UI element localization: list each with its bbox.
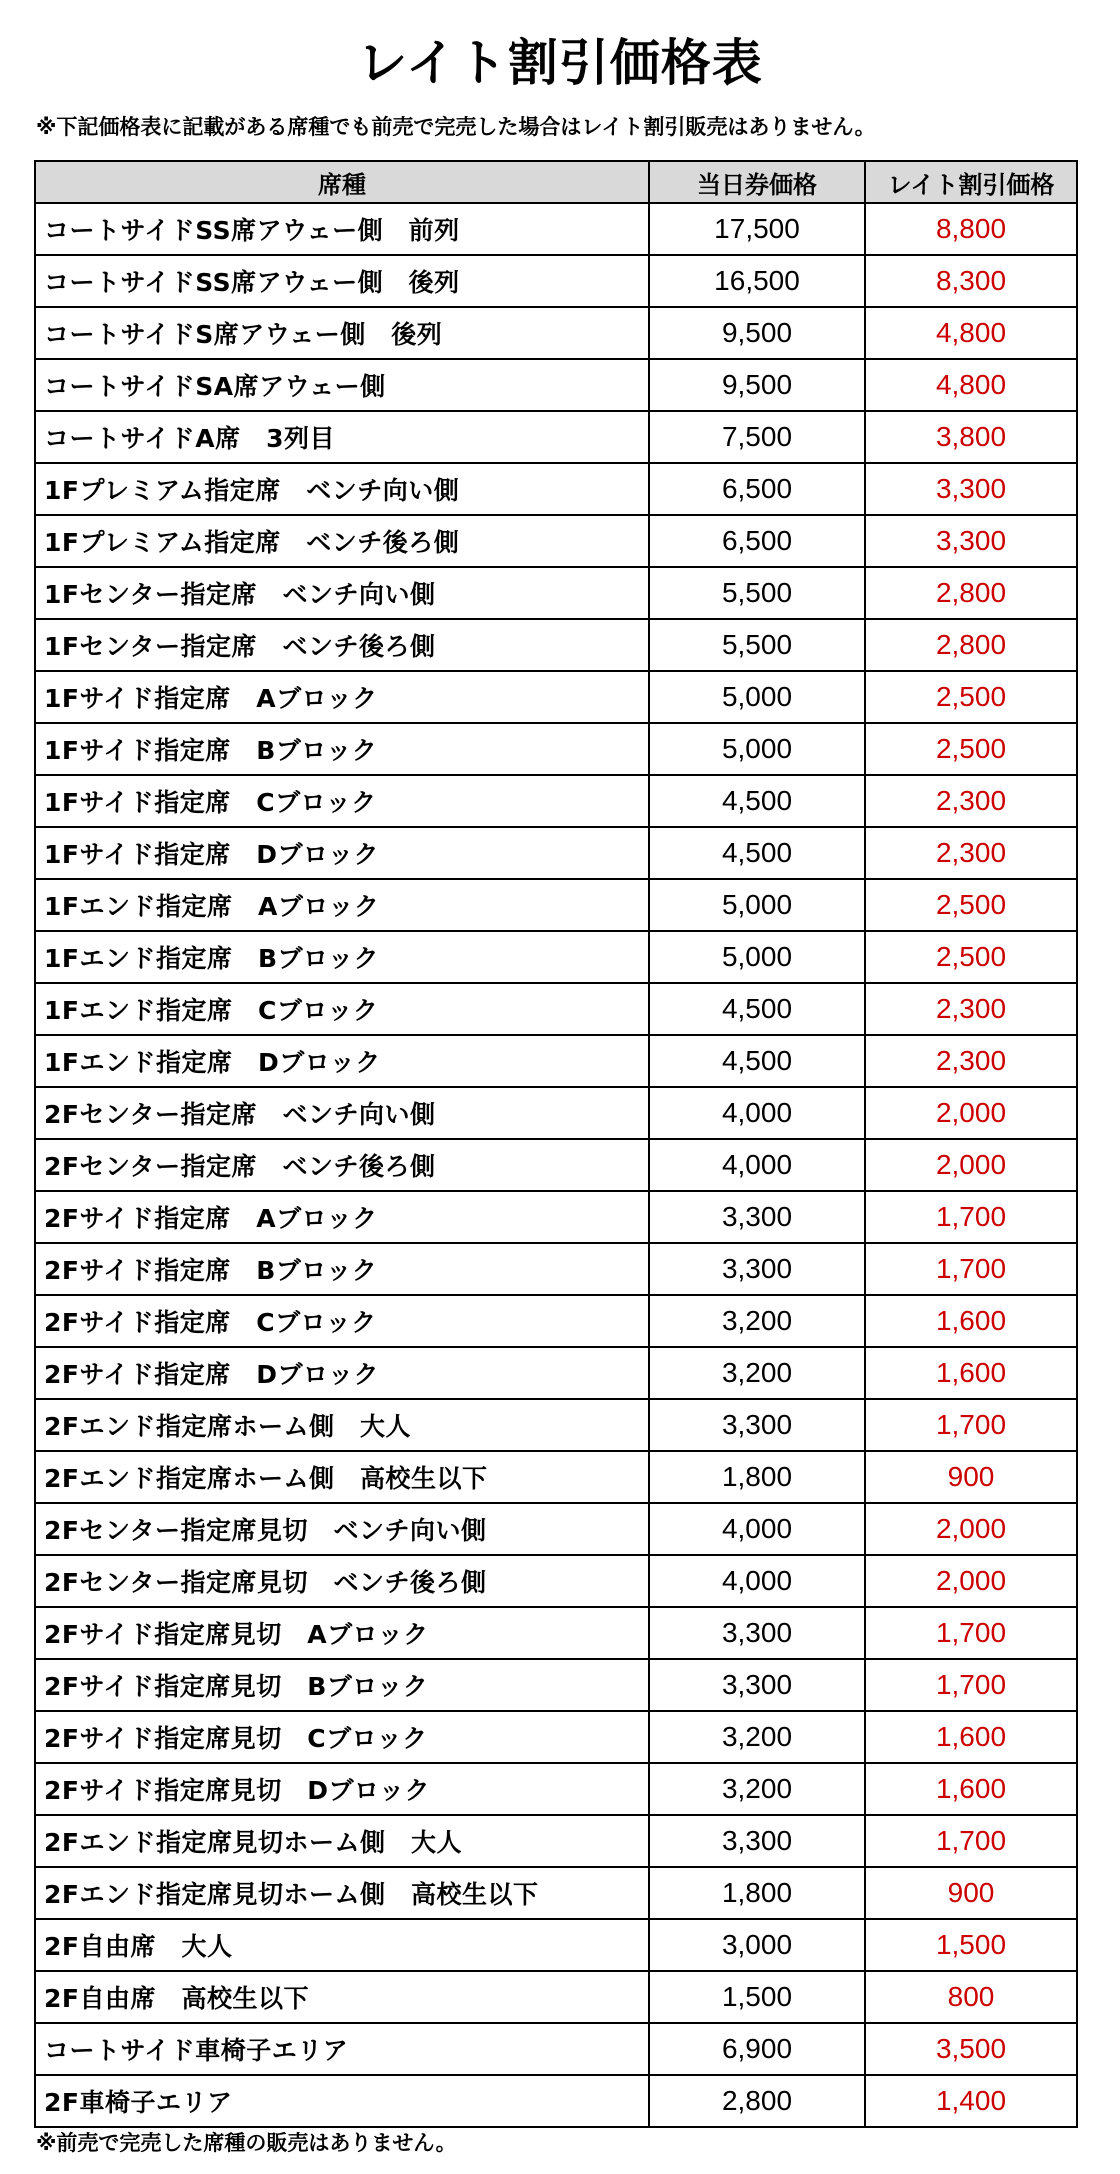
- late-discount-price-cell: 4,800: [865, 359, 1077, 411]
- table-row: [35, 671, 1077, 723]
- same-day-price-cell: 4,500: [649, 775, 865, 827]
- same-day-price-cell: 1,800: [649, 1451, 865, 1503]
- same-day-price-cell: 7,500: [649, 411, 865, 463]
- late-discount-price-cell: 1,500: [865, 1919, 1077, 1971]
- late-discount-price-cell: 3,300: [865, 515, 1077, 567]
- seat-type-cell: コートサイドS席アウェー側 後列: [35, 307, 649, 359]
- same-day-price-cell: 1,500: [649, 1971, 865, 2023]
- seat-type-cell: 2Fサイド指定席見切 Cブロック: [35, 1711, 649, 1763]
- table-row: [35, 775, 1077, 827]
- table-row: [35, 463, 1077, 515]
- table-row: [35, 1087, 1077, 1139]
- seat-type-cell: 2Fサイド指定席 Aブロック: [35, 1191, 649, 1243]
- table-row: [35, 1035, 1077, 1087]
- late-discount-price-cell: 2,800: [865, 619, 1077, 671]
- same-day-price-cell: 5,500: [649, 567, 865, 619]
- table-row: [35, 1399, 1077, 1451]
- late-discount-price-cell: 8,300: [865, 255, 1077, 307]
- same-day-price-cell: 3,200: [649, 1347, 865, 1399]
- table-row: [35, 255, 1077, 307]
- late-discount-price-cell: 1,400: [865, 2075, 1077, 2127]
- table-row: [35, 1191, 1077, 1243]
- late-discount-price-cell: 2,000: [865, 1087, 1077, 1139]
- seat-type-cell: コートサイド車椅子エリア: [35, 2023, 649, 2075]
- late-discount-price-cell: 2,500: [865, 879, 1077, 931]
- same-day-price-cell: 16,500: [649, 255, 865, 307]
- seat-type-cell: 2F自由席 高校生以下: [35, 1971, 649, 2023]
- table-row: [35, 983, 1077, 1035]
- seat-type-cell: 1Fサイド指定席 Bブロック: [35, 723, 649, 775]
- late-discount-price-cell: 2,300: [865, 1035, 1077, 1087]
- late-discount-price-cell: 2,300: [865, 775, 1077, 827]
- same-day-price-cell: 5,500: [649, 619, 865, 671]
- seat-type-cell: 1Fサイド指定席 Aブロック: [35, 671, 649, 723]
- same-day-price-cell: 4,500: [649, 983, 865, 1035]
- table-row: [35, 723, 1077, 775]
- table-row: [35, 359, 1077, 411]
- table-row: [35, 1607, 1077, 1659]
- seat-type-cell: 2F自由席 大人: [35, 1919, 649, 1971]
- price-table: [34, 160, 1078, 2128]
- seat-type-cell: コートサイドSS席アウェー側 前列: [35, 203, 649, 255]
- late-discount-price-cell: 2,000: [865, 1555, 1077, 1607]
- late-discount-price-cell: 1,700: [865, 1399, 1077, 1451]
- same-day-price-cell: 4,000: [649, 1087, 865, 1139]
- same-day-price-cell: 4,500: [649, 827, 865, 879]
- seat-type-cell: 2F車椅子エリア: [35, 2075, 649, 2127]
- table-row: [35, 203, 1077, 255]
- late-discount-price-cell: 2,800: [865, 567, 1077, 619]
- table-row: [35, 931, 1077, 983]
- same-day-price-cell: 3,200: [649, 1711, 865, 1763]
- seat-type-cell: 2Fエンド指定席ホーム側 大人: [35, 1399, 649, 1451]
- seat-type-cell: 2Fサイド指定席 Dブロック: [35, 1347, 649, 1399]
- late-discount-price-cell: 3,300: [865, 463, 1077, 515]
- late-discount-price-cell: 4,800: [865, 307, 1077, 359]
- same-day-price-cell: 3,300: [649, 1815, 865, 1867]
- same-day-price-cell: 5,000: [649, 723, 865, 775]
- header-row: [35, 161, 1077, 203]
- late-discount-price-cell: 3,800: [865, 411, 1077, 463]
- same-day-price-cell: 5,000: [649, 879, 865, 931]
- table-row: [35, 1919, 1077, 1971]
- table-row: [35, 619, 1077, 671]
- same-day-price-cell: 9,500: [649, 307, 865, 359]
- seat-type-cell: 1Fサイド指定席 Dブロック: [35, 827, 649, 879]
- late-discount-price-cell: 2,000: [865, 1139, 1077, 1191]
- same-day-price-cell: 17,500: [649, 203, 865, 255]
- table-row: [35, 567, 1077, 619]
- table-row: [35, 2023, 1077, 2075]
- table-row: [35, 1867, 1077, 1919]
- late-discount-price-cell: 900: [865, 1867, 1077, 1919]
- seat-type-cell: コートサイドA席 3列目: [35, 411, 649, 463]
- table-row: [35, 411, 1077, 463]
- same-day-price-cell: 1,800: [649, 1867, 865, 1919]
- seat-type-cell: コートサイドSS席アウェー側 後列: [35, 255, 649, 307]
- same-day-price-cell: 3,000: [649, 1919, 865, 1971]
- same-day-price-cell: 3,300: [649, 1399, 865, 1451]
- table-row: [35, 1555, 1077, 1607]
- same-day-price-cell: 3,300: [649, 1607, 865, 1659]
- table-row: [35, 515, 1077, 567]
- late-discount-price-cell: 900: [865, 1451, 1077, 1503]
- seat-type-cell: 2Fエンド指定席ホーム側 高校生以下: [35, 1451, 649, 1503]
- late-discount-price-cell: 2,500: [865, 671, 1077, 723]
- table-body: [35, 203, 1077, 2127]
- seat-type-cell: 1Fプレミアム指定席 ベンチ向い側: [35, 463, 649, 515]
- table-row: [35, 1659, 1077, 1711]
- seat-type-cell: コートサイドSA席アウェー側: [35, 359, 649, 411]
- seat-type-cell: 1Fエンド指定席 Cブロック: [35, 983, 649, 1035]
- header-same-day-price: 当日券価格: [649, 161, 865, 203]
- same-day-price-cell: 4,500: [649, 1035, 865, 1087]
- seat-type-cell: 1Fプレミアム指定席 ベンチ後ろ側: [35, 515, 649, 567]
- table-row: [35, 827, 1077, 879]
- bottom-note: ※前売で完売した席種の販売はありません。: [36, 2131, 457, 2155]
- same-day-price-cell: 4,000: [649, 1139, 865, 1191]
- seat-type-cell: 1Fエンド指定席 Bブロック: [35, 931, 649, 983]
- seat-type-cell: 2Fサイド指定席見切 Bブロック: [35, 1659, 649, 1711]
- seat-type-cell: 2Fサイド指定席見切 Dブロック: [35, 1763, 649, 1815]
- late-discount-price-cell: 1,700: [865, 1659, 1077, 1711]
- seat-type-cell: 2Fサイド指定席見切 Aブロック: [35, 1607, 649, 1659]
- top-note: ※下記価格表に記載がある席種でも前売で完売した場合はレイト割引販売はありません。: [36, 115, 876, 139]
- same-day-price-cell: 4,000: [649, 1555, 865, 1607]
- same-day-price-cell: 4,000: [649, 1503, 865, 1555]
- seat-type-cell: 2Fセンター指定席 ベンチ後ろ側: [35, 1139, 649, 1191]
- same-day-price-cell: 2,800: [649, 2075, 865, 2127]
- late-discount-price-cell: 1,600: [865, 1295, 1077, 1347]
- table-row: [35, 1243, 1077, 1295]
- late-discount-price-cell: 1,600: [865, 1711, 1077, 1763]
- late-discount-price-cell: 1,600: [865, 1347, 1077, 1399]
- table-row: [35, 1139, 1077, 1191]
- late-discount-price-cell: 800: [865, 1971, 1077, 2023]
- late-discount-price-cell: 2,500: [865, 931, 1077, 983]
- table-row: [35, 1451, 1077, 1503]
- late-discount-price-cell: 1,700: [865, 1607, 1077, 1659]
- late-discount-price-cell: 1,700: [865, 1815, 1077, 1867]
- page-title: レイト割引価格表: [357, 34, 763, 92]
- header-late-discount-price: レイト割引価格: [865, 161, 1077, 203]
- table-row: [35, 1763, 1077, 1815]
- table-row: [35, 1295, 1077, 1347]
- seat-type-cell: 2Fセンター指定席見切 ベンチ向い側: [35, 1503, 649, 1555]
- seat-type-cell: 1Fセンター指定席 ベンチ向い側: [35, 567, 649, 619]
- seat-type-cell: 2Fエンド指定席見切ホーム側 高校生以下: [35, 1867, 649, 1919]
- same-day-price-cell: 3,200: [649, 1295, 865, 1347]
- late-discount-price-cell: 8,800: [865, 203, 1077, 255]
- seat-type-cell: 2Fサイド指定席 Bブロック: [35, 1243, 649, 1295]
- table-row: [35, 1711, 1077, 1763]
- table-row: [35, 879, 1077, 931]
- same-day-price-cell: 3,300: [649, 1191, 865, 1243]
- seat-type-cell: 2Fサイド指定席 Cブロック: [35, 1295, 649, 1347]
- seat-type-cell: 1Fエンド指定席 Aブロック: [35, 879, 649, 931]
- same-day-price-cell: 6,900: [649, 2023, 865, 2075]
- table-row: [35, 307, 1077, 359]
- table-row: [35, 1503, 1077, 1555]
- table-row: [35, 1347, 1077, 1399]
- seat-type-cell: 2Fエンド指定席見切ホーム側 大人: [35, 1815, 649, 1867]
- table-row: [35, 1815, 1077, 1867]
- same-day-price-cell: 3,200: [649, 1763, 865, 1815]
- late-discount-price-cell: 2,300: [865, 827, 1077, 879]
- seat-type-cell: 2Fセンター指定席見切 ベンチ後ろ側: [35, 1555, 649, 1607]
- same-day-price-cell: 6,500: [649, 463, 865, 515]
- late-discount-price-cell: 1,700: [865, 1191, 1077, 1243]
- table-header: [35, 161, 1077, 203]
- same-day-price-cell: 5,000: [649, 671, 865, 723]
- late-discount-price-cell: 2,300: [865, 983, 1077, 1035]
- seat-type-cell: 2Fセンター指定席 ベンチ向い側: [35, 1087, 649, 1139]
- late-discount-price-cell: 1,600: [865, 1763, 1077, 1815]
- late-discount-price-cell: 1,700: [865, 1243, 1077, 1295]
- seat-type-cell: 1Fサイド指定席 Cブロック: [35, 775, 649, 827]
- header-seat-type: 席種: [35, 161, 649, 203]
- same-day-price-cell: 9,500: [649, 359, 865, 411]
- late-discount-price-cell: 2,000: [865, 1503, 1077, 1555]
- seat-type-cell: 1Fエンド指定席 Dブロック: [35, 1035, 649, 1087]
- table-row: [35, 1971, 1077, 2023]
- same-day-price-cell: 5,000: [649, 931, 865, 983]
- same-day-price-cell: 3,300: [649, 1659, 865, 1711]
- late-discount-price-cell: 2,500: [865, 723, 1077, 775]
- late-discount-price-cell: 3,500: [865, 2023, 1077, 2075]
- seat-type-cell: 1Fセンター指定席 ベンチ後ろ側: [35, 619, 649, 671]
- same-day-price-cell: 6,500: [649, 515, 865, 567]
- table-row: [35, 2075, 1077, 2127]
- same-day-price-cell: 3,300: [649, 1243, 865, 1295]
